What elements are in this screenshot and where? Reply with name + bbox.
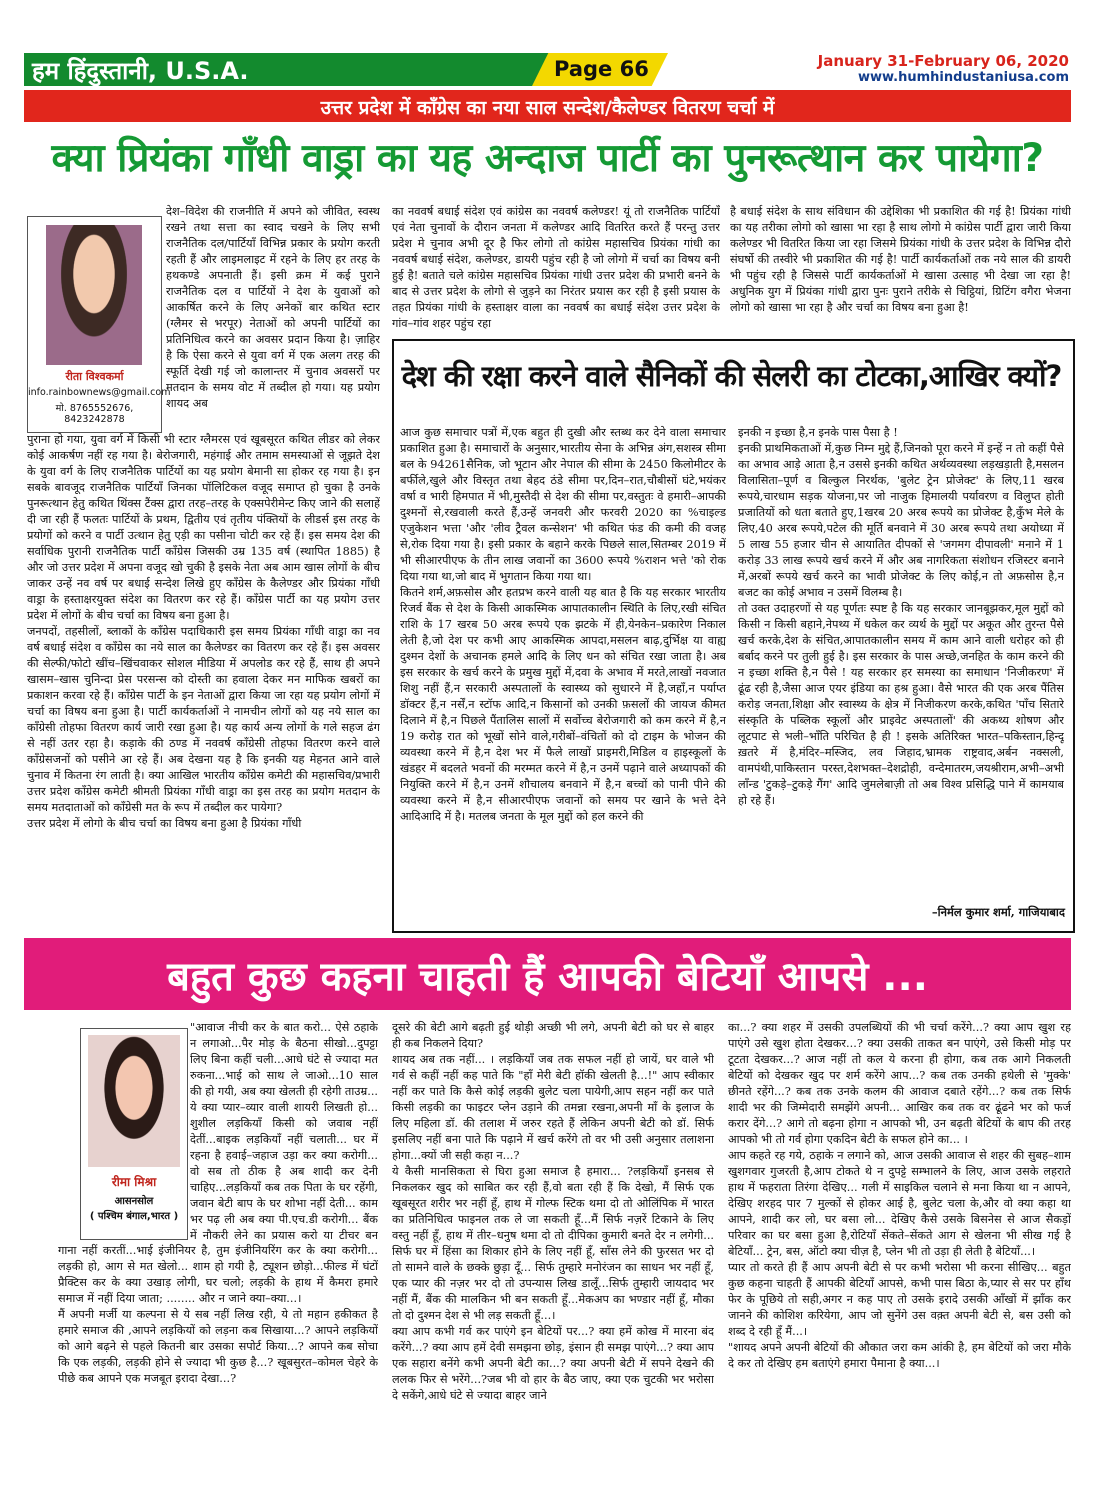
website-link[interactable]: www.humhindustaniusa.com bbox=[857, 70, 1069, 85]
issue-date: January 31-February 06, 2020 bbox=[817, 52, 1069, 70]
article-3-column-2: दूसरे की बेटी आगे बढ़ती हुई थोड़ी अच्छी भी लगे, अपनी बेटी को घर से बाहर ही कब निकलने दिया? शायद अब तक नहीं... । लड़कियाँ जब तक सफल नहीं हो जायें, घर वाले भी गर्व से कहीं नहीं कह पाते कि "हाँ मेरी बेटी हॉकी खेलती है...!" आप स्वीकार नहीं कर पाते कि कैसे कोई लड़की बुलेट चला पायेगी,आप सहन नहीं कर पाते किसी लड़की का फाइटर प्लेन उड़ाने की तमन्ना रखना,अपनी माँ के इलाज के लिए महिला डॉ. की तलाश में जरुर रहते हैं लेकिन अपनी बेटी को डॉ. सिर्फ इसलिए नहीं बना पाते कि पढ़ाने में खर्च करेंगे तो वर भी उसी अनुसार तलाशना होगा...क्यों जी सही कहा न...? ये कैसी मानसिकता से घिरा हुआ समाज है हमारा... ?लड़कियाँ इनसब से निकलकर खुद को साबित कर रही हैं,वो बता रही हैं कि देखो, मैं सिर्फ एक खूबसूरत शरीर भर नहीं हूँ, हाथ में गोल्फ स्टिक थमा दो तो ओलिंपिक में भारत का प्रतिनिधित्व फाइनल तक ले जा सकती हूँ...मैं सिर्फ नज़रें टिकाने के लिए वस्तु नहीं हूँ, हाथ में तीर–धनुष थमा दो तो दीपिका कुमारी बनते देर न लगेगी... सिर्फ घर में हिंसा का शिकार होने के लिए नहीं हूँ, साँस लेने की फुरसत भर दो तो सामने वाले के छक्के छुड़ा दूँ... सिर्फ तुम्हारे मनोरंजन का साधन भर नहीं हूँ, एक प्यार की नज़र भर दो तो उपन्यास लिख डालूँ...सिर्फ तुम्हारी जायदाद भर नहीं मैं, बैंक की मालकिन भी बन सकती हूँ...मेकअप का भण्डार नहीं हूँ, मौका तो दो दुश्मन देश से भी लड़ सकती हूँ...। क्या आप कभी गर्व कर पाएंगे इन बेटियों पर...? क्या हमें कोख में मारना बंद करेंगे...? क्या आप हमें देवी समझना छोड़, इंसान ही समझ पाएंगे...? क्या आप एक सहारा बनेंगे कभी अपनी बेटी का...? क्या अपनी बेटी में सपने देखने की ललक फिर से भरेंगे...?जब भी वो हार के बैठ जाए, क्या एक चुटकी भर भरोसा दे सकेंगे,आधे घंटे से ज्यादा बाहर जाने bbox=[392, 1021, 714, 1402]
article-2-headline: देश की रक्षा करने वाले सैनिकों की सेलरी का टोटका,आखिर क्यों? bbox=[401, 359, 1062, 393]
author-photo-rima bbox=[80, 1028, 188, 1240]
author-name: रीता विश्वकर्मा bbox=[65, 370, 124, 383]
article-3-column-1: गाना नहीं करतीं...भाई इंजीनियर है, तुम इंजीनियरिंग कर के क्या करोगी... लड़की हो, आग से मत खेलो... शाम हो गयी है, ट्यूशन छोड़ो...फील्ड में घंटों प्रैक्टिस कर के क्या उखाड़ लोगी, घर चलो; लड़की के हाथ में कैमरा हमारे समाज में नहीं दिया जाता; ........ और न जाने क्या–क्या...। मैं अपनी मर्जी या कल्पना से ये सब नहीं लिख रही, ये तो महान हकीकत है हमारे समाज की ,आपने लड़कियों को लड़ना कब सिखाया...? आपने लड़कियों को आगे बढ़ने से पहले कितनी बार उसका सपोर्ट किया...? आपने कब सोचा कि एक लड़की, लड़की होने से ज्यादा भी कुछ है...? खूबसुरत–कोमल चेहरे के पीछे कब आपने एक मजबूत इरादा देखा...? bbox=[58, 1244, 378, 1385]
author-mobile-2: 8423242878 bbox=[64, 414, 125, 425]
author-city: आसनसोल bbox=[114, 1196, 154, 1207]
author-name: रीमा मिश्रा bbox=[111, 1175, 157, 1189]
author-photo-rita bbox=[27, 216, 171, 433]
article-2-column-2: इनकी न इच्छा है,न इनके पास पैसा है ! इनकी प्राथमिकताओं में,कुछ निम्न मुद्दे हैं,जिनको पूरा करने में इन्हें न तो कहीं पैसे का अभाव आड़े आता है,न उससे इनकी कथित अर्थव्यवस्था लड़खड़ाती है,मसलन विलासिता–पूर्ण व बिल्कुल निरर्थक, 'बुलेट ट्रेन प्रोजेक्ट' के लिए,11 खरब रूपये,चारधाम सड़क योजना,पर जो नाजुक हिमालयी पर्यावरण व विलुप्त होती प्रजातियों को धता बताते हुए,1खरब 20 अरब रूपये का प्रोजेक्ट है,कुँभ मेले के लिए,40 अरब रूपये,पटेल की मूर्ति बनवाने में 30 अरब रूपये तथा अयोध्या में 5 लाख 55 हजार चीन से आयातित दीपकों से 'जगमग दीपावली' मनाने में 1 करोड़ 33 लाख रूपये खर्च करने में और अब नागरिकता संशोधन रजिस्टर बनाने में,अरबों रूपये खर्च करने का भावी प्रोजेक्ट के लिए कोई,न तो अफ़सोस है,न बजट का कोई अभाव न उसमें विलम्ब है। तो उक्त उदाहरणों से यह पूर्णतः स्पष्ट है कि यह सरकार जानबूझकर,मूल मुद्दों को किसी न किसी बहाने,नेपथ्य में धकेल कर व्यर्थ के मुद्दों पर अकूत और तुरन्त पैसे खर्च करके,देश के संचित,आपातकालीन समय में काम आने वाली धरोहर को ही बर्बाद करने पर तुली हुई है। इस सरकार के पास अच्छे,जनहित के काम करने की न इच्छा शक्ति है,न पैसे ! यह सरकार हर समस्या का समाधान 'निजीकरण' में ढूंढ रही है,जैसा आज एयर इंडिया का हश्र हुआ। वैसे भारत की एक अरब पैंतिस करोड़ जनता,शिक्षा और स्वास्थ्य के क्षेत्र में निजीकरण करके,कथित 'पाँच सितारे संस्कृति के पब्लिक स्कूलों और प्राइवेट अस्पतालों' की अकथ्य शोषण और लूटपाट से भली–भाँति परिचित है ही ! इसके अतिरिक्त भारत–पकिस्तान,हिन्दू ख़तरे में है,मंदिर–मस्जिद, लव जिहाद,भ्रामक राष्ट्रवाद,अर्बन नक्सली, वामपंथी,पाकिस्तान परस्त,देशभक्त–देशद्रोही, वन्देमातरम,जयश्रीराम,अभी–अभी लाँन्ड 'टुकड़े–टुकड़े गैंग' आदि जुमलेबाज़ी तो अब विश्व प्रसिद्धि पाने में कामयाब हो रहे हैं। bbox=[738, 426, 1064, 807]
portrait-image bbox=[88, 1035, 180, 1167]
author-mobile: मो. 8765552676, bbox=[55, 403, 134, 414]
article-3-column-3: का...? क्या शहर में उसकी उपलब्धियों की भी चर्चा करेंगे...? क्या आप खुश रह पाएंगे उसे खुश होता देखकर...? क्या उसकी ताकत बन पाएंगे, उसे किसी मोड़ पर टूटता देखकर...? आज नहीं तो कल ये करना ही होगा, कब तक आगे निकलती बेटियों को देखकर खुद पर शर्म करेंगे आप...? कब तक उनकी हथेली से 'मुक्के' छीनते रहेंगे...? कब तक उनके कलम की आवाज दबाते रहेंगे...? कब तक सिर्फ शादी भर की जिम्मेदारी समझेंगे अपनी... आखिर कब तक वर ढूंढने भर को फर्ज करार देंगे...? आगे तो बढ़ना होगा न आपको भी, उन बढ़ती बेटियों के बाप की तरह आपको भी तो गर्व होगा एकदिन बेटी के सफल होने का... । आप कहते रह गये, ठहाके न लगाने को, आज उसकी आवाज से शहर की सुबह–शाम खुशगवार गुजरती है,आप टोकते थे न दुपट्टे सम्भालने के लिए, आज उसके लहराते हाथ में फहराता तिरंगा देखिए... गली में साइकिल चलाने से मना किया था न आपने, देखिए शरहद पार 7 मुल्कों से होकर आई है, बुलेट चला के,और वो क्या कहा था आपने, शादी कर लो, घर बसा लो... देखिए कैसे उसके बिसनेस से आज सैकड़ों परिवार का घर बसा हुआ है,रोटियाँ सेंकते–सेंकते आग से खेलना भी सीख गई है बेटियाँ... ट्रेन, बस, ऑटो क्या चीज़ है, प्लेन भी तो उड़ा ही लेती है बेटियाँ...। प्यार तो करते ही हैं आप अपनी बेटी से पर कभी भरोसा भी करना सीखिए... बहुत कुछ कहना चाहती हैं आपकी बेटियाँ आपसे, कभी पास बिठा के,प्यार से सर पर हाँथ फेर के पूछिये तो सही,अगर न कह पाए तो उसके इरादे उसकी आँखों में झाँक कर जानने की कोशिश करियेगा, आप जो सुनेंगे उस वक़्त अपनी बेटी से, बस उसी को शब्द दे रही हूँ मैं...। "शायद अपने अपनी बेटियों की औकात जरा कम आंकी है, हम बेटियों को जरा मौके दे कर तो देखिए हम बताएंगे हमारा पैमाना है क्या...। bbox=[728, 1021, 1071, 1370]
article-2-byline: –निर्मल कुमार शर्मा, गाजियाबाद bbox=[931, 905, 1065, 919]
page-number: Page 66 bbox=[554, 57, 649, 81]
author-email: info.rainbownews@gmail.com bbox=[28, 387, 171, 398]
kicker-text: उत्तर प्रदेश में कॉंग्रेस का नया साल सन्देश/कैलेण्डर वितरण चर्चा में bbox=[320, 97, 775, 119]
article-1-column-2: का नववर्ष बधाई संदेश एवं कांग्रेस का नववर्ष कलेण्डर! यूं तो राजनैतिक पार्टियाँ एवं नेता चुनावों के दौरान जनता में कलेण्डर आदि वितरित करते हैं परन्तु उत्तर प्रदेश मे चुनाव अभी दूर है फिर लोगो तो कांग्रेस महासचिव प्रियंका गांधी का नववर्ष बधाई संदेश, कलेण्डर, डायरी पहुंच रही है जो लोगो में चर्चा का विषय बनी हुई है! बताते चले कांग्रेस महासचिव प्रियंका गांधी उत्तर प्रदेश की प्रभारी बनने के बाद से उत्तर प्रदेश के लोगो से जुड़ने का निरंतर प्रयास कर रही है इसी प्रयास के तहत प्रियंका गांधी के हस्ताक्षर वाला का नववर्ष का बधाई संदेश उत्तर प्रदेश के गांव–गांव शहर पहुंच रहा bbox=[392, 205, 720, 330]
article-1-column-1: पुराना हो गया, युवा वर्ग में किसी भी स्टार ग्लैमरस एवं खूबसूरत कथित लीडर को लेकर कोई आकर्षण नहीं रह गया है। बेरोजगारी, महंगाई और तमाम समस्याओं से जूझते देश के युवा वर्ग के लिए राजनैतिक पार्टियों का यह प्रयोग बेमानी सा होकर रह गया है। इन सबके बावजूद राजनैतिक पार्टियाँ जिनका पॉलिटिकल वजूद समाप्त हो चुका है उनके पुनरूत्थान हेतु कथित थिंक्स टैंक्स द्वारा तरह–तरह के एक्सपेरीमेन्ट किए जाने की सलाहें दी जा रही हैं फलतः पार्टियों के प्रथम, द्वितीय एवं तृतीय पंक्तियों के लीडर्स इस तरह के प्रयोगों को करने व पार्टी उत्थान हेतु एड़ी का पसीना चोटी कर रहे हैं। इस समय देश की सर्वाधिक पुरानी राजनैतिक पार्टी काँग्रेस जिसकी उम्र 135 वर्ष (स्थापित 1885) है और जो उत्तर प्रदेश में अपना वजूद खो चुकी है इसके नेता अब आम खास लोगों के बीच जाकर उन्हें नव वर्ष पर बधाई सन्देश लिखे हुए काँग्रेस के कैलेण्डर और प्रियंका गाँधी वाड्रा के हस्ताक्षरयुक्त संदेश का वितरण कर रहे हैं। कॉंग्रेस पार्टी का यह प्रयोग उत्तर प्रदेश में लोगों के बीच चर्चा का विषय बना हुआ है। जनपदों, तहसीलों, ब्लाकों के कॉंग्रेस पदाधिकारी इस समय प्रियंका गाँधी वाड्रा का नव वर्ष बधाई संदेश व कॉंग्रेस का नये साल का कैलेण्डर का वितरण कर रहे हैं। इस अवसर की सेल्फी/फोटो खींच–खिंचवाकर सोशल मीडिया में अपलोड कर रहे हैं, साथ ही अपने खासम–खास चुनिन्दा प्रेस परसन्स को दोस्ती का हवाला देकर मन माफिक खबरों का प्रकाशन करवा रहे हैं। कॉंग्रेस पार्टी के इन नेताओं द्वारा किया जा रहा यह प्रयोग लोगों में चर्चा का विषय बना हुआ है। पार्टी कार्यकर्ताओं ने नामचीन लोगों को यह नये साल का कॉंग्रेसी तोहफा वितरण कार्य जारी रखा हुआ है। यह कार्य अन्य लोगों के गले सहज ढंग से नहीं उतर रहा है। कड़ाके की ठण्ड में नववर्ष कॉंग्रेसी तोहफा वितरण करने वाले कॉंग्रेसजनों को पसीने आ रहे हैं। अब देखना यह है कि इनकी यह मेहनत आने वाले चुनाव में कितना रंग लाती है। क्या आखिल भारतीय कॉंग्रेस कमेटी की महासचिव/प्रभारी उत्तर प्रदेश कॉंग्रेस कमेटी श्रीमती प्रियंका गाँधी वाड्रा का इस तरह का प्रयोग मतदान के समय मतदाताओं को कॉंग्रेसी मत के रूप में तब्दील कर पायेगा? उत्तर प्रदेश में लोगो के बीच चर्चा का विषय बना हुआ है प्रियंका गाँधी bbox=[27, 433, 380, 830]
article-3-column-1-top: "आवाज नीची कर के बात करो... ऐसे ठहाके न लगाओ...पैर मोड़ के बैठना सीखो...दुपट्टा लिए बिना कहीं चली...आधे घंटे से ज्यादा मत रुकना...भाई को साथ ले जाओ...10 साल की हो गयी, अब क्या खेलती ही रहेगी ताउम्र... ये क्या प्यार–व्यार वाली शायरी लिखती हो... शुशील लड़कियाँ किसी को जवाब नहीं देतीं...बाइक लड़कियाँ नहीं चलाती... घर में रहना है हवाई–जहाज उड़ा कर क्या करोगी... वो सब तो ठीक है अब शादी कर देनी चाहिए...लड़कियाँ कब तक पिता के घर रहेंगी, जवान बेटी बाप के घर शोभा नहीं देती... काम भर पढ़ ली अब क्या पी.एच.डी करोगी... बैंक में नौकरी लेने का प्रयास करो या टीचर बन bbox=[190, 1021, 378, 1242]
portrait-image bbox=[46, 225, 142, 365]
author-state: ( पश्चिम बंगाल,भारत ) bbox=[89, 1211, 179, 1222]
article-3-headline: बहुत कुछ कहना चाहती हैं आपकी बेटियाँ आपसे ... bbox=[167, 954, 928, 1000]
article-1-column-3: है बधाई संदेश के साथ संविधान की उद्देशिका भी प्रकाशित की गई है! प्रियंका गांधी का यह तरीका लोगो को खासा भा रहा है साथ लोगो मे कांग्रेस पार्टी द्वारा जारी किया कलेण्डर भी वितरित किया जा रहा जिसमे प्रियंका गांधी के उत्तर प्रदेश के विभिन्न दौरो संघर्षो की तस्वीरे भी प्रकाशित की गई है! पार्टी कार्यकर्ताओं तक नये साल की डायरी भी पहुंच रही है जिससे पार्टी कार्यकर्ताओं मे खासा उत्साह भी देखा जा रहा है! अधुनिक युग में प्रियंका गांधी द्वारा पुनः पुराने तरीके से चिट्ठियां, ग्रिटिंग वगैरा भेजना लोगो को खासा भा रहा है और चर्चा का विषय बना हुआ है! bbox=[730, 205, 1071, 314]
article-1-headline: क्या प्रियंका गाँधी वाड्रा का यह अन्दाज पार्टी का पुनरूत्थान कर पायेगा? bbox=[51, 136, 1044, 181]
article-1-column-1-top: देश–विदेश की राजनीति में अपने को जीवित, स्वस्थ रखने तथा सत्ता का स्वाद चखने के लिए सभी राजनैतिक दल/पार्टियाँ विभिन्न प्रकार के प्रयोग करती रहती हैं और लाइमलाइट में रहने के लिए हर तरह के हथकण्डे अपनाती हैं। इसी क्रम में कई पुराने राजनैतिक दल व पार्टियों ने देश के युवाओं को आकर्षित करने के लिए अनेकों बार कथित स्टार (ग्लैमर से भरपूर) नेताओं को अपनी पार्टियों का प्रतिनिधित्व करने का अवसर प्रदान किया है। ज़ाहिर है कि ऐसा करने से युवा वर्ग में एक अलग तरह की स्फूर्ति देखी गई जो कालान्तर में चुनाव अवसरों पर मतदान के समय वोट में तब्दील हो गया। यह प्रयोग शायद अब bbox=[166, 205, 380, 410]
newspaper-title: हम हिंदुस्तानी, U.S.A. bbox=[32, 57, 249, 85]
article-2-column-1: आज कुछ समाचार पत्रों में,एक बहुत ही दुखी और स्तब्ध कर देने वाला समाचार प्रकाशित हुआ है। समाचारों के अनुसार,भारतीय सेना के अभिन्न अंग,सशस्त्र सीमा बल के 94261सैनिक, जो भूटान और नेपाल की सीमा के 2450 किलोमीटर के बर्फीले,खुले और विस्तृत तथा बेहद ठंडे सीमा पर,दिन–रात,चौबीसों घंटे,भयंकर वर्षा व भारी हिमपात में भी,मुस्तैदी से देश की सीमा पर,वस्तुतः वे हमारी–आपकी दुश्मनों से,रखवाली करते हैं,उन्हें जनवरी और फरवरी 2020 का %चाइल्ड एजुकेशन भत्ता 'और 'लीव ट्रैवल कन्सेशन' भी कथित फंड की कमी की वजह से,रोक दिया गया है। इसी प्रकार के बहाने करके पिछले साल,सितम्बर 2019 में भी सीआरपीएफ के तीन लाख जवानों का 3600 रूपये %राशन भत्ते 'को रोक दिया गया था,जो बाद में भुगतान किया गया था। कितने शर्म,अफ़सोस और हतप्रभ करने वाली यह बात है कि यह सरकार भारतीय रिजर्व बैंक से देश के किसी आकस्मिक आपातकालीन स्थिति के लिए,रखी संचित राशि के 17 खरब 50 अरब रूपये एक झटके में ही,येनकेन–प्रकारेण निकाल लेती है,जो देश पर कभी आए आकस्मिक आपदा,मसलन बाढ़,दुर्भिक्ष या वाह्य दुश्मन देशों के अचानक हमले आदि के लिए धन को संचित रखा जाता है। अब इस सरकार के खर्च करने के प्रमुख मुद्दों में,दवा के अभाव में मरते,लाखों नवजात शिशु नहीं हैं,न सरकारी अस्पतालों के स्वास्थ्य को सुधारने में है,जहाँ,न पर्याप्त डॉक्टर हैं,न नर्सें,न स्टॉफ आदि,न किसानों को उनकी फ़सलों की जायज कीमत दिलाने में है,न पिछले पैंतालिस सालों में सर्वोच्च बेरोजगारी को कम करने में है,न 19 करोड़ रात को भूखों सोने वाले,गरीबों–वंचितों को दो टाइम के भोजन की व्यवस्था करने में है,न देश भर में फैले लाखों प्राइमरी,मिडिल व हाइस्कूलों के खंडहर में बदलते भवनों की मरम्मत करने में है,न उनमें पढ़ाने वाले अध्यापकों की नियुक्ति करने में है,न उनमें शौचालय बनवाने में है,न बच्चों को पानी पीने की व्यवस्था करने में है,न सीआरपीएफ जवानों को समय पर खाने के भत्ते देने आदिआदि में है। मतलब जनता के मूल मुद्दों को हल करने की bbox=[400, 426, 726, 823]
